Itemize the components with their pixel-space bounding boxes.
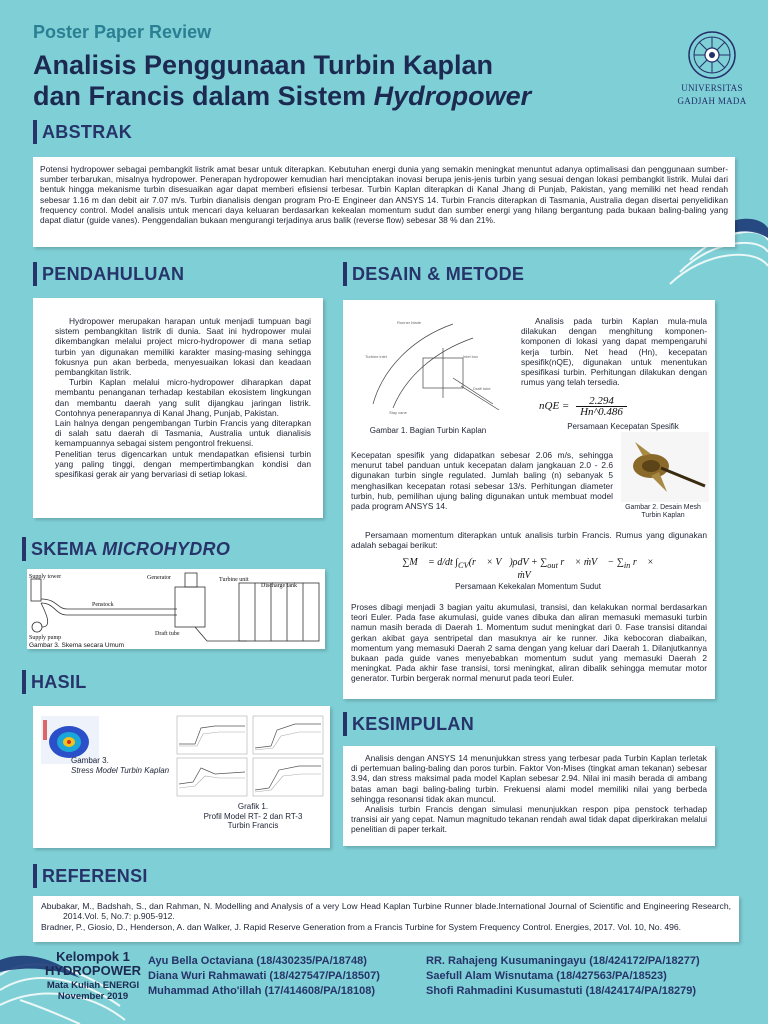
label-discharge-tank: Discharge tank <box>261 583 298 589</box>
desain-p3-text: Persamaan momentum diterapkan untuk analisis turbin Francis. Rumus yang digunakan adalah sebagai berikut: <box>351 530 707 551</box>
turbine-unit-box <box>175 587 205 627</box>
discharge-tank-box <box>239 583 319 641</box>
abstrak-text: Potensi hydropower sebagai pembangkit listrik amat besar untuk diterapkan. Kebutuhan energi dunia yang semakin meningkat menuntut adanya optimalisasi dan penggunaan sumber-sumber terbarukan, misalnya hydropower. Penerapan hydropower kemudian hari menciptakan inovasi berupa jenis-jenis turbin yang sesuai dengan lokasi pembangkit listrik. Mulai dari bentuk hingga mekanisme turbin disesuaikan agar dapat memberi efisiensi terbesar. Turbin Kaplan diterapkan di Kanal Jhang di Punjab, Pakistan, yang memiliki net head rendah sebesar 1.16 m dan debit air 7.07 m/s. Turbin dianalisis dengan program Pro-E Engineer dan ANSYS 14. Turbin Francis diterapkan di Tasmania, Australia degan disertai penyelidikan frequency control. Model analisis untuk mencari daya keluaran berdasarkan kekealan momentum sudut dan sumber energi yang hilang bergantung pada bukaan baling-baling yang dapat diatur (guide vanes). Penggendalian bukaan mengurangi terjadinya arus balik (reverse flow) sebesar 38 % dan 21%. <box>40 164 728 226</box>
poster-title <box>33 50 633 112</box>
fig2-caption-line1: Gambar 2. Desain Mesh <box>625 504 701 511</box>
pendahuluan-heading-text: PENDAHULUAN <box>42 263 185 284</box>
generator-box <box>185 573 197 587</box>
kaplan-parts-diagram <box>353 308 503 418</box>
grafik-caption-line2: Profil Model RT- 2 dan RT-3 <box>203 811 303 821</box>
label-draft-tube: Draft tube <box>155 631 180 637</box>
reference-item-2: Bradner, P., Giosio, D., Henderson, A. dan Walker, J. Rapid Reserve Generation from a Francis Turbine for System Frequency Control. Energies, 2017. Vol. 10, No. 496. <box>41 921 682 932</box>
referensi-heading-text: REFERENSI <box>42 865 148 886</box>
title-line-2-italic: Hydropower <box>373 81 532 111</box>
desain-paragraph-1 <box>521 316 707 387</box>
kaplan-mesh-image <box>621 432 709 502</box>
referensi-heading <box>33 864 148 888</box>
member-item: Shofi Rahmadini Kusumastuti (18/424174/PA/18279) <box>426 985 696 997</box>
svg-text:Turbine inlet: Turbine inlet <box>365 354 387 359</box>
pendahuluan-paragraph-4: Penelitian terus digencarkan untuk mendapatkan efisiensi turbin yang paling tinggi, dengan mempertimbangkan kondisi dan spesifikasi gerak air yang bervariasi di setiap lokasi. <box>55 448 311 480</box>
kesimpulan-heading-text: KESIMPULAN <box>352 713 475 734</box>
hasil-heading-text: HASIL <box>31 671 87 692</box>
poster-eyebrow: Poster Paper Review <box>33 22 212 42</box>
member-item: Muhammad Atho'illah (17/414608/PA/18108) <box>148 985 375 997</box>
label-penstock: Penstock <box>92 602 114 608</box>
kaplan-parts-caption: Gambar 1. Bagian Turbin Kaplan <box>369 426 487 435</box>
stress-caption <box>41 756 171 775</box>
kesimpulan-paragraph-2: Analisis turbin Francis dengan simulasi menunjukkan respon pipa penstock terhadap transisi air yang cepat. Namun magnitudo tekanan rendah awal tidak dapat diperkirakan melalui penelitian di paper terkait. <box>351 804 707 835</box>
desain-card <box>343 300 715 699</box>
grafik-caption <box>183 802 323 831</box>
title-line-2-prefix: dan Francis dalam Sistem <box>33 81 374 111</box>
svg-text:Stay vane: Stay vane <box>389 410 407 415</box>
svg-text:Draft tube: Draft tube <box>473 386 491 391</box>
referensi-heading-bar <box>33 864 37 888</box>
abstrak-card <box>33 157 735 247</box>
label-supply-pump: Supply pump <box>29 635 62 641</box>
group-info <box>33 950 153 1002</box>
skema-heading-prefix: SKEMA <box>31 538 103 559</box>
supply-pump-shape <box>32 622 42 632</box>
title-line-1: Analisis Penggunaan Turbin Kaplan <box>33 50 494 80</box>
title-line-2 <box>33 81 633 112</box>
member-item: Diana Wuri Rahmawati (18/427547/PA/18507) <box>148 970 380 982</box>
skema-heading <box>22 537 230 561</box>
eq1-denominator: Hn^0.486 <box>580 406 623 419</box>
eq2-caption: Persamaan Kekekalan Momentum Sudut <box>455 582 601 591</box>
eq1-caption: Persamaan Kecepatan Spesifik <box>567 422 679 431</box>
desain-p4-text: Proses dibagi menjadi 3 bagian yaitu akumulasi, transisi, dan kelakukan normal berdasarkan teori Euler. Pada fase akumulasi, guide vanes dibuka dan aliran memasuki memasuki turbin namun masih berada di Daerah 1. Momentum sudut meningkat dari 0. Fase transisi ditandai gerkan akibat gaya sentripetal dan masuknya air ke runner. Jika kebocoran diabaikan, momentum yang memasuki Daerah 2 sama dengan yang keluar dari Daerah 1. Dilanjutkannya bukaan pada guide vanes menyebabkan momentum sudut yang memasuki Daerah 2 meningkat. Pada akhir fase transisi, torsi meningkat, aliran dibalik sehingga memutar motor generator. Turbin bergerak normal menurut pada teori Euler. <box>351 602 707 684</box>
label-generator: Generator <box>147 575 171 581</box>
skema-card <box>27 569 325 649</box>
course-date: November 2019 <box>57 991 129 1002</box>
microhydro-schematic <box>27 569 325 649</box>
hasil-card <box>33 706 330 848</box>
reference-item-1: Abubakar, M., Badshah, S., dan Rahman, N. Modelling and Analysis of a very Low Head Kaplan Turbine Runner blade.International Journal of Scientific and Engineering Research, 2014.Vol. 5, No.7: p.905-912. <box>41 901 731 922</box>
svg-text:Inlet box: Inlet box <box>463 354 479 359</box>
abstrak-heading-text: ABSTRAK <box>42 121 133 142</box>
kesimpulan-paragraph-1: Analisis dengan ANSYS 14 menunjukkan stress yang terbesar pada Turbin Kaplan terletak di pertemuan baling-baling dan poros turbin. Faktor Von-Mises (tingkat aman tekanan) sebesar 3.94, dan stress maksimal pada model Kaplan sebesar 2.94. Nilai ini masih berada di ambang batas aman bagi baling-baling turbin. Frekuensi alami model memiliki nilai yang berbeda sehingga resonansi tidak akan muncul. <box>351 753 707 804</box>
members-column-2 <box>426 954 700 999</box>
university-logo <box>668 30 756 106</box>
pendahuluan-heading-bar <box>33 262 37 286</box>
svg-text:Runner blade: Runner blade <box>397 320 422 325</box>
equation-angular-momentum: ∑M⃗ = d/dt $\int_{CV}(r⃗$ × V⃗)ρdV + $\sum_{out}$ r⃗ × ṁV⃗ − $\sum_{in}$ r⃗ × ṁV⃗ <box>402 557 654 582</box>
skema-heading-text <box>31 539 230 560</box>
kaplan-mesh-caption <box>615 504 711 520</box>
skema-caption: Gambar 3. Skema secara Umum <box>29 642 125 649</box>
pendahuluan-paragraph-3: Lain halnya dengan pengembangan Turbin Francis yang diterapkan di salah satu daerah di Tasmania, Australia untuk dianalisis kemampuannya sebagai sistem pengontrol frekuensi. <box>55 418 311 449</box>
referensi-card <box>33 896 739 942</box>
stress-caption-line1: Gambar 3. <box>71 756 109 765</box>
group-name-line2: HYDROPOWER <box>44 963 142 978</box>
skema-heading-italic: MICROHYDRO <box>102 538 231 559</box>
ugm-emblem-icon <box>687 30 737 80</box>
grafik-caption-line3: Turbin Francis <box>227 821 279 830</box>
kesimpulan-card <box>343 746 715 846</box>
member-item: RR. Rahajeng Kusumaningayu (18/424172/PA/18277) <box>426 955 700 967</box>
abstrak-heading <box>33 120 132 144</box>
kaplan-casing-curve <box>373 324 453 404</box>
university-name-line1: UNIVERSITAS <box>681 83 743 93</box>
eq1-numerator: 2.294 <box>576 396 627 407</box>
stress-caption-line2: Stress Model Turbin Kaplan <box>71 765 170 775</box>
course-name: Mata Kuliah ENERGI <box>46 980 140 991</box>
pendahuluan-heading <box>33 262 184 286</box>
grafik-caption-line1: Grafik 1. <box>237 802 269 811</box>
members-column-1 <box>148 954 380 999</box>
member-item: Saefull Alam Wisnutama (18/427563/PA/18523) <box>426 970 667 982</box>
desain-heading-text: DESAIN & METODE <box>352 263 525 284</box>
pendahuluan-paragraph-2: Turbin Kaplan melalui micro-hydropower diharapkan dapat membantu penanganan terhadap kestabilan ekosistem lingkungan dan membantu daerah yang sulit dijangkau jaringan listrik. Contohnya penerapannya di Kanal Jhang, Punjab, Pakistan. <box>55 377 311 418</box>
pendahuluan-paragraph-1: Hydropower merupakan harapan untuk menjadi tumpuan bagi sistem pembangkitan listrik di dunia. Saat ini hydropower mulai dikembangkan melalui project micro-hydropower di mana setiap turbin yan digunakan memiliki karakter masing-masing sehingga fokusnya pun akan berbeda, menyesuaikan lokasi dan keadaan pembangkitan listrik. <box>55 316 311 378</box>
member-item: Ayu Bella Octaviana (18/430235/PA/18748) <box>148 955 367 967</box>
eq1-fraction <box>576 396 627 417</box>
hasil-heading <box>22 670 87 694</box>
university-name-line2: GADJAH MADA <box>677 96 747 106</box>
eq1-left: nQE = <box>539 400 570 413</box>
abstrak-heading-bar <box>33 120 37 144</box>
kesimpulan-heading <box>343 712 474 736</box>
desain-heading-bar <box>343 262 347 286</box>
pendahuluan-card <box>33 298 323 518</box>
desain-paragraph-2 <box>351 450 613 511</box>
label-turbine-unit: Turbine unit <box>219 577 249 583</box>
desain-paragraph-4 <box>351 602 707 684</box>
supply-tower-shape <box>31 579 41 601</box>
rt-profile-graphs <box>175 714 325 798</box>
group-name-line1: Kelompok 1 <box>56 949 130 964</box>
skema-heading-bar <box>22 537 26 561</box>
desain-p2-text: Kecepatan spesifik yang didapatkan sebesar 2.06 m/s, sehingga menurut tabel panduan untuk kecepatan dalam jangkauan 2.0 - 2.6 digunakan turbin single regulated. Jumlah baling (n) sebanyak 5 menghasilkan kecepatan rotasi sebesar 13/s. Perhitungan diameter turbin, hub, pemilihan ujung baling digunakan untuk membuat model pada program ANSYS 14. <box>351 450 613 512</box>
kesimpulan-heading-bar <box>343 712 347 736</box>
fig2-caption-line2: Turbin Kaplan <box>641 512 685 519</box>
desain-p1-text: Analisis pada turbin Kaplan mula-mula dilakukan dengan menghitung komponen-komponen di lokasi yang dapat mempengaruhi kerja turbin. Net head (Hn), kecepatan spesifik(nQE), digunakan untuk menentukan spesifikasi turbin. Perhitungan dilakukan dengan rumus yang telah tersedia. <box>521 316 707 388</box>
label-supply-tower: Supply tower <box>29 574 62 580</box>
desain-paragraph-3 <box>351 530 707 550</box>
equation-specific-speed <box>539 396 707 417</box>
desain-heading <box>343 262 524 286</box>
hasil-heading-bar <box>22 670 26 694</box>
